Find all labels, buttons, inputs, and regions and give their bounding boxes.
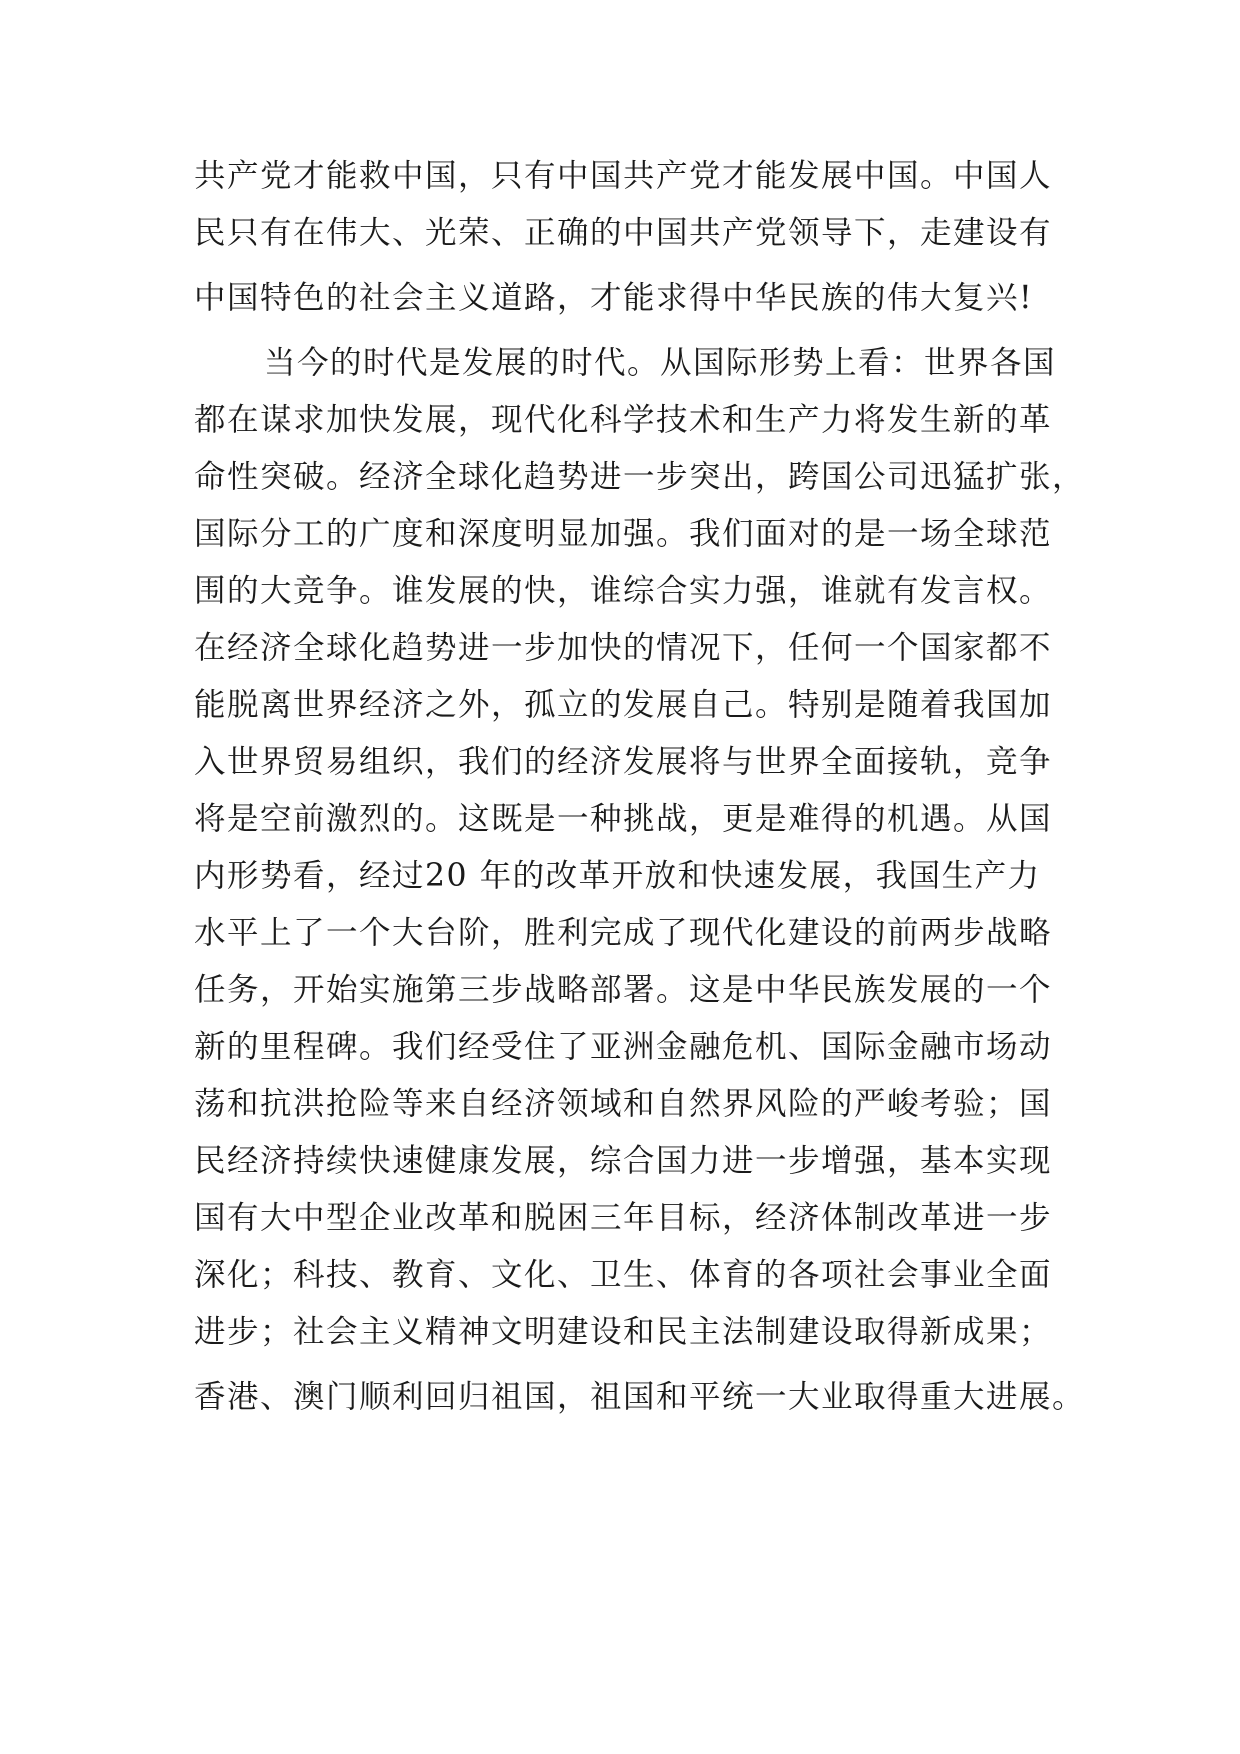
text-line: 在经济全球化趋势进一步加快的情况下，任何一个国家都不 <box>194 630 1053 666</box>
text-line: 深化；科技、教育、文化、卫生、体育的各项社会事业全面 <box>194 1257 1053 1293</box>
text-line: 民经济持续快速健康发展，综合国力进一步增强，基本实现 <box>194 1143 1053 1179</box>
text-line: 任务，开始实施第三步战略部署。这是中华民族发展的一个 <box>194 972 1053 1008</box>
text-line: 共产党才能救中国，只有中国共产党才能发展中国。中国人 <box>194 158 1053 194</box>
text-line: 入世界贸易组织，我们的经济发展将与世界全面接轨，竞争 <box>194 744 1053 780</box>
text-line: 内形势看，经过20 年的改革开放和快速发展，我国生产力 <box>194 858 1041 894</box>
text-line: 将是空前激烈的。这既是一种挑战，更是难得的机遇。从国 <box>194 801 1053 837</box>
text-line: 水平上了一个大台阶，胜利完成了现代化建设的前两步战略 <box>194 915 1053 951</box>
text-line: 国际分工的广度和深度明显加强。我们面对的是一场全球范 <box>194 516 1053 552</box>
text-line: 围的大竞争。谁发展的快，谁综合实力强，谁就有发言权。 <box>194 573 1053 609</box>
text-line: 新的里程碑。我们经受住了亚洲金融危机、国际金融市场动 <box>194 1029 1053 1065</box>
text-line: 香港、澳门顺利回归祖国，祖国和平统一大业取得重大进展。 <box>194 1379 1086 1415</box>
text-line: 命性突破。经济全球化趋势进一步突出，跨国公司迅猛扩张， <box>194 459 1086 495</box>
text-line: 都在谋求加快发展，现代化科学技术和生产力将发生新的革 <box>194 402 1053 438</box>
text-line: 民只有在伟大、光荣、正确的中国共产党领导下，走建设有 <box>194 215 1053 251</box>
body-text <box>194 148 1086 1426</box>
text-line: 荡和抗洪抢险等来自经济领域和自然界风险的严峻考验；国 <box>194 1086 1053 1122</box>
text-line: 进步；社会主义精神文明建设和民主法制建设取得新成果； <box>194 1314 1053 1350</box>
text-line: 能脱离世界经济之外，孤立的发展自己。特别是随着我国加 <box>194 687 1053 723</box>
text-line: 中国特色的社会主义道路，才能求得中华民族的伟大复兴! <box>194 280 1034 316</box>
paragraph-first-line: 当今的时代是发展的时代。从国际形势上看：世界各国 <box>264 345 1057 381</box>
text-line: 国有大中型企业改革和脱困三年目标，经济体制改革进一步 <box>194 1200 1053 1236</box>
